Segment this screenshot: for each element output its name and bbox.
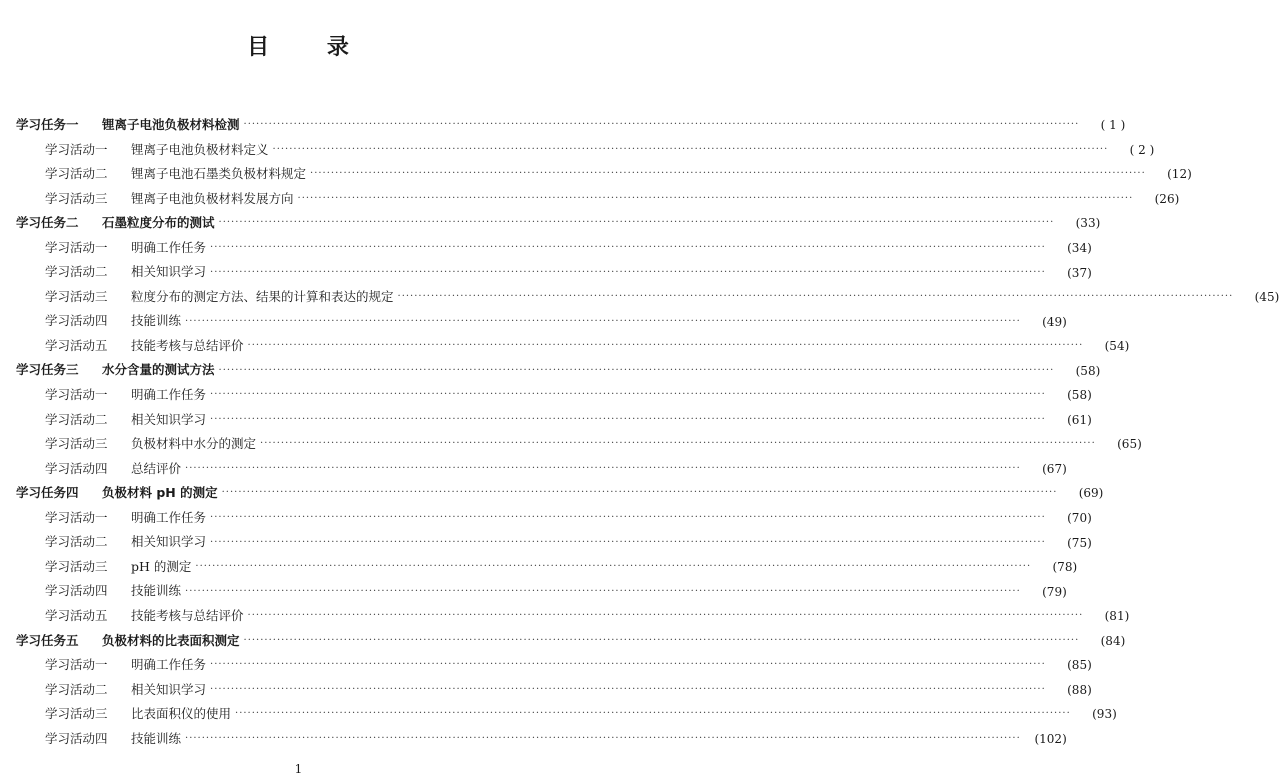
toc-activity-entry xyxy=(0,702,1117,727)
dot-leader: ········································································································································································································ xyxy=(210,683,1046,695)
dot-leader: ········································································································································································································ xyxy=(185,732,1021,744)
entry-title: 明确工作任务 xyxy=(131,387,207,403)
dot-leader: ········································································································································································································ xyxy=(221,487,1058,499)
toc-activity-entry xyxy=(0,727,1067,752)
entry-page: (84) xyxy=(1100,633,1126,648)
entry-code: 学习活动二 xyxy=(45,534,108,550)
dot-leader: ········································································································································································································ xyxy=(210,512,1046,524)
entry-title: 水分含量的测试方法 xyxy=(102,362,215,378)
toc-activity-entry xyxy=(0,408,1092,433)
toc-activity-entry xyxy=(0,678,1092,703)
toc-activity-entry xyxy=(0,236,1092,261)
entry-page: (78) xyxy=(1052,560,1078,575)
entry-page: (12) xyxy=(1167,167,1192,182)
entry-title: 技能考核与总结评价 xyxy=(131,607,244,623)
entry-page: (93) xyxy=(1092,707,1117,722)
toc-activity-entry xyxy=(0,457,1067,482)
entry-page: ( 1 ) xyxy=(1100,118,1126,133)
entry-code: 学习活动四 xyxy=(45,460,108,476)
dot-leader: ········································································································································································································ xyxy=(310,168,1146,180)
toc-activity-entry xyxy=(0,506,1092,531)
entry-page: ( 2 ) xyxy=(1129,142,1155,157)
dot-leader: ········································································································································································································ xyxy=(397,291,1234,303)
dot-leader: ········································································································································································································ xyxy=(272,143,1109,155)
entry-page: (65) xyxy=(1117,437,1142,452)
entry-code: 学习活动五 xyxy=(45,337,108,353)
entry-code: 学习活动三 xyxy=(45,558,108,574)
dot-leader: ········································································································································································································ xyxy=(210,536,1046,548)
entry-page: (58) xyxy=(1067,388,1092,403)
dot-leader: ········································································································································································································ xyxy=(185,462,1021,474)
dot-leader: ········································································································································································································ xyxy=(210,242,1046,253)
toc-task-entry xyxy=(0,628,1126,653)
entry-code: 学习活动五 xyxy=(45,607,108,623)
toc-activity-entry xyxy=(0,162,1192,187)
dot-leader: ········································································································································································································ xyxy=(210,389,1046,401)
entry-code: 学习任务二 xyxy=(16,215,79,231)
entry-code: 学习活动三 xyxy=(45,190,108,206)
entry-title: 负极材料中水分的测定 xyxy=(131,436,257,452)
entry-code: 学习活动二 xyxy=(45,681,108,697)
dot-leader: ········································································································································································································ xyxy=(235,708,1071,720)
dot-leader: ········································································································································································································ xyxy=(210,413,1046,425)
entry-page: (49) xyxy=(1042,314,1067,329)
entry-title: 明确工作任务 xyxy=(131,509,207,525)
toc-title: 目 录 xyxy=(247,35,350,60)
entry-code: 学习活动四 xyxy=(45,583,108,599)
dot-leader: ········································································································································································································ xyxy=(185,315,1021,327)
entry-page: (75) xyxy=(1067,535,1092,550)
toc-task-entry xyxy=(0,113,1126,138)
dot-leader: ········································································································································································································ xyxy=(218,364,1055,376)
entry-title: 技能训练 xyxy=(131,313,182,329)
toc-activity-entry xyxy=(0,285,1279,310)
toc-task-entry xyxy=(0,358,1101,383)
entry-code: 学习任务四 xyxy=(16,485,79,501)
toc-task-entry xyxy=(0,211,1101,236)
dot-leader: ········································································································································································································ xyxy=(297,192,1134,204)
entry-title: 技能训练 xyxy=(131,583,182,599)
entry-title: 锂离子电池负极材料发展方向 xyxy=(131,190,294,206)
entry-title: 相关知识学习 xyxy=(131,264,207,280)
toc-activity-entry xyxy=(0,138,1155,163)
entry-code: 学习活动一 xyxy=(45,239,108,255)
entry-title: 相关知识学习 xyxy=(131,411,207,427)
entry-code: 学习活动一 xyxy=(45,387,108,403)
page-number: 1 xyxy=(294,762,303,776)
toc-activity-entry xyxy=(0,260,1092,285)
toc-activity-entry xyxy=(0,653,1092,678)
toc-activity-entry xyxy=(0,309,1067,334)
entry-code: 学习活动二 xyxy=(45,264,108,280)
toc-activity-entry xyxy=(0,530,1092,555)
toc-activity-entry xyxy=(0,432,1142,457)
entry-title: 负极材料的比表面积测定 xyxy=(102,632,240,648)
entry-title: 相关知识学习 xyxy=(131,534,207,550)
entry-page: (85) xyxy=(1067,658,1092,673)
entry-code: 学习活动三 xyxy=(45,706,108,722)
entry-page: (79) xyxy=(1042,584,1067,599)
entry-title: 技能训练 xyxy=(131,730,182,746)
entry-code: 学习活动三 xyxy=(45,436,108,452)
entry-code: 学习活动四 xyxy=(45,730,108,746)
entry-page: (69) xyxy=(1078,486,1104,501)
entry-title: 锂离子电池石墨类负极材料规定 xyxy=(131,166,307,182)
entry-code: 学习任务五 xyxy=(16,632,79,648)
entry-title: 粒度分布的测定方法、结果的计算和表达的规定 xyxy=(131,288,394,304)
entry-code: 学习活动四 xyxy=(45,313,108,329)
dot-leader: ········································································································································································································ xyxy=(185,585,1021,597)
entry-page: (45) xyxy=(1254,290,1279,305)
toc-activity-entry xyxy=(0,579,1067,604)
entry-code: 学习任务三 xyxy=(16,362,79,378)
entry-title: 技能考核与总结评价 xyxy=(131,337,244,353)
toc-activity-entry xyxy=(0,383,1092,408)
entry-title: 明确工作任务 xyxy=(131,657,207,673)
dot-leader: ········································································································································································································ xyxy=(243,634,1080,646)
entry-code: 学习活动一 xyxy=(45,657,108,673)
toc-activity-entry xyxy=(0,604,1130,629)
toc-activity-entry xyxy=(0,555,1078,580)
toc-list xyxy=(0,113,1279,751)
dot-leader: ········································································································································································································ xyxy=(260,438,1096,450)
entry-code: 学习活动一 xyxy=(45,141,108,157)
entry-title: 负极材料 pH 的测定 xyxy=(102,485,218,501)
entry-page: (58) xyxy=(1075,363,1101,378)
entry-code: 学习活动二 xyxy=(45,166,108,182)
entry-page: (54) xyxy=(1104,339,1130,354)
dot-leader: ········································································································································································································ xyxy=(210,659,1046,671)
dot-leader: ········································································································································································································ xyxy=(218,217,1055,229)
entry-code: 学习活动三 xyxy=(45,288,108,304)
dot-leader: ········································································································································································································ xyxy=(247,340,1084,352)
entry-title: 相关知识学习 xyxy=(131,681,207,697)
toc-activity-entry xyxy=(0,334,1130,359)
entry-title: 锂离子电池负极材料检测 xyxy=(102,117,240,133)
dot-leader: ········································································································································································································ xyxy=(247,610,1084,622)
entry-page: (81) xyxy=(1104,609,1130,624)
dot-leader: ········································································································································································································ xyxy=(195,561,1032,573)
entry-title: 总结评价 xyxy=(131,460,182,476)
entry-page: (102) xyxy=(1034,731,1067,746)
entry-page: (88) xyxy=(1067,682,1092,697)
toc-activity-entry xyxy=(0,187,1180,212)
dot-leader: ········································································································································································································ xyxy=(243,119,1080,131)
entry-code: 学习活动二 xyxy=(45,411,108,427)
entry-page: (61) xyxy=(1067,412,1092,427)
entry-page: (33) xyxy=(1075,216,1101,231)
entry-title: 锂离子电池负极材料定义 xyxy=(131,141,269,157)
entry-title: pH 的测定 xyxy=(131,558,192,574)
entry-code: 学习活动一 xyxy=(45,509,108,525)
entry-page: (37) xyxy=(1067,265,1092,280)
entry-title: 明确工作任务 xyxy=(131,239,207,255)
entry-page: (70) xyxy=(1067,511,1092,526)
entry-title: 比表面积仪的使用 xyxy=(131,706,232,722)
entry-page: (34) xyxy=(1067,241,1092,255)
entry-page: (26) xyxy=(1154,191,1180,206)
entry-title: 石墨粒度分布的测试 xyxy=(102,215,215,231)
toc-task-entry xyxy=(0,481,1104,506)
entry-page: (67) xyxy=(1042,461,1067,476)
entry-code: 学习任务一 xyxy=(16,117,79,133)
dot-leader: ········································································································································································································ xyxy=(210,266,1046,278)
